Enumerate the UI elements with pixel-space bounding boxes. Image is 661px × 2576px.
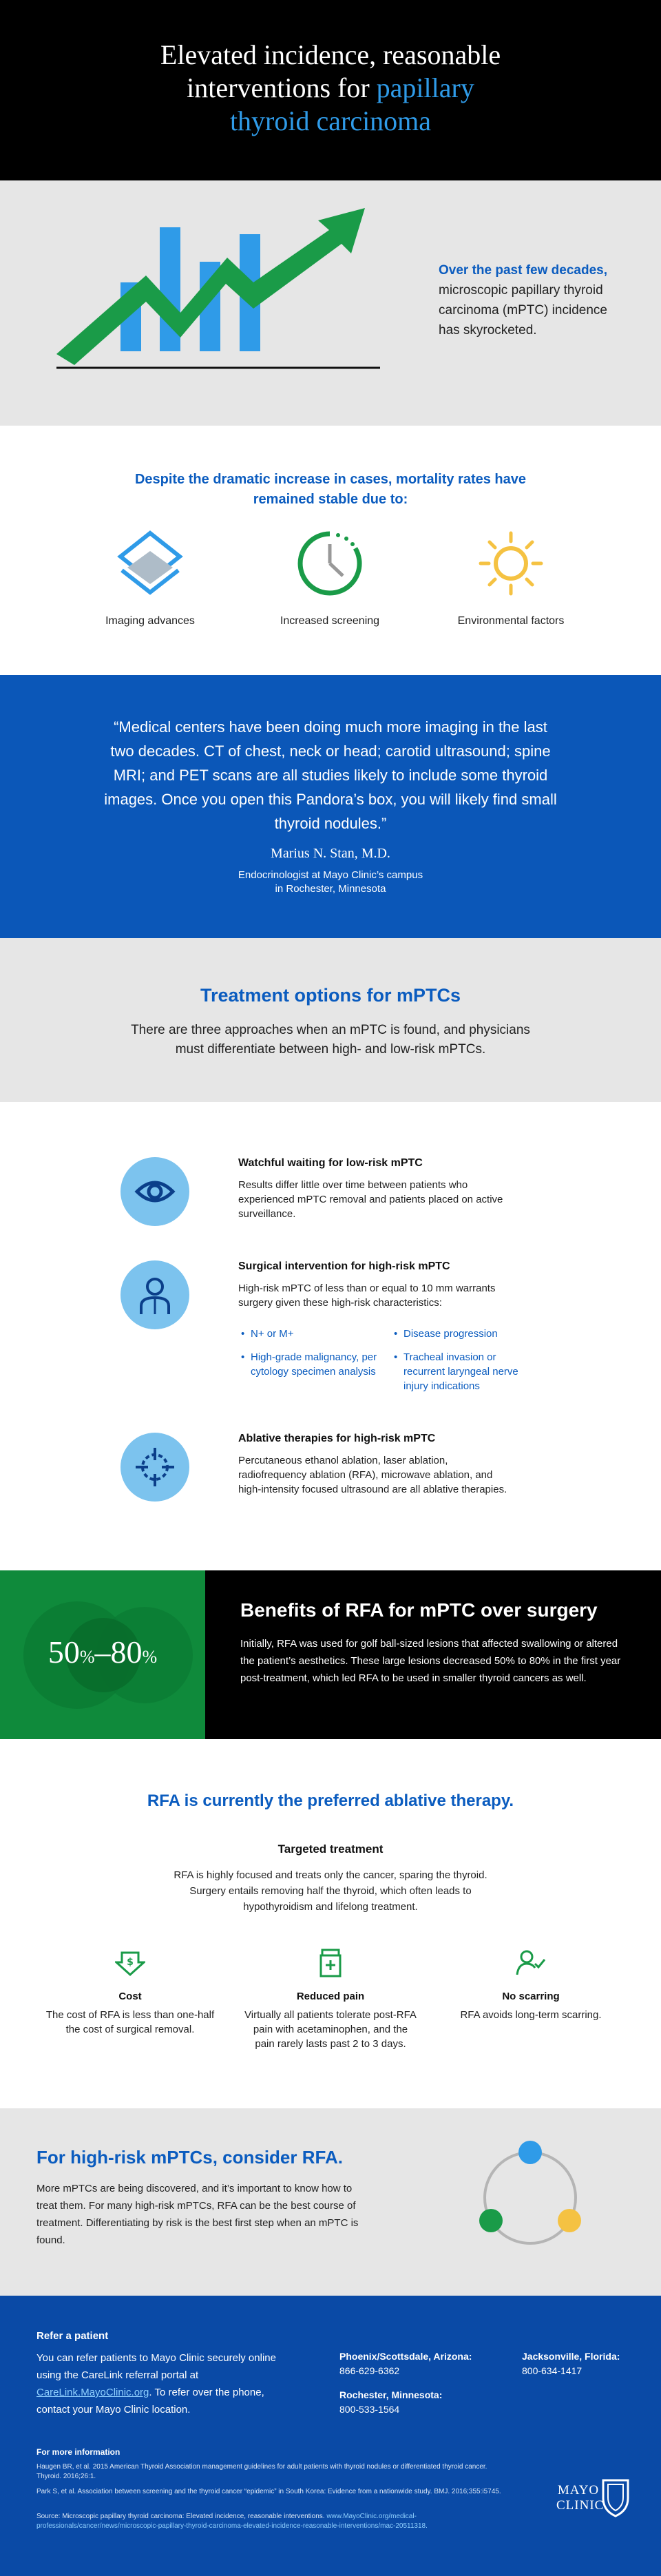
quote-author-role: Endocrinologist at Mayo Clinic’s campus (238, 869, 423, 881)
intro-text (439, 260, 631, 340)
reference-2: Park S, et al. Association between screening and the thyroid cancer “epidemic” in South Korea: Evidence from a nationwide study. BMJ. 2016;355:i5745. (36, 2488, 501, 2495)
source-reference (36, 2512, 505, 2531)
refer-heading: Refer a patient (36, 2330, 109, 2342)
benefit-body: Virtually all patients tolerate post-RFA pain with acetaminophen, and the pain rarely lasts past 2 to 3 days. (244, 2009, 417, 2050)
benefit-body: RFA avoids long-term scarring. (460, 2009, 602, 2021)
approach-surgical (120, 1260, 547, 1405)
refer-text-part: . To refer over the phone, contact your Mayo Clinic location. (36, 2387, 264, 2416)
factor-imaging (74, 529, 226, 627)
mortality-heading: Despite the dramatic increase in cases, mortality rates have remained stable due to: (134, 472, 527, 507)
characteristic-item: • Tracheal invasion or recurrent laryngeal nerve injury indications (394, 1350, 532, 1393)
benefit-no-scarring (445, 1947, 617, 2022)
more-info-heading: For more information (36, 2447, 120, 2457)
intro-body: microscopic papillary thyroid carcinoma (mPTC) incidence has skyrocketed. (439, 283, 607, 337)
contact-phone[interactable]: 800-634-1417 (522, 2365, 583, 2376)
treatment-options-text: There are three approaches when an mPTC is found, and physicians must differentiate between high- and low-risk mPTCs. (131, 1023, 530, 1057)
approach-body: Percutaneous ethanol ablation, laser ablation, radiofrequency ablation (RFA), microwave ablation, and high-intensity focused ultrasound are all ablative therapies. (238, 1455, 507, 1495)
mortality-section (0, 426, 661, 675)
cycle-graphic (461, 2129, 599, 2267)
benefits-heading: Benefits of RFA for mPTC over surgery (240, 1599, 598, 1621)
logo-text-line-2: CLINIC (556, 2498, 605, 2513)
intro-highlight: Over the past few decades, (439, 263, 607, 278)
benefits-section (0, 1570, 661, 1739)
eye-icon (120, 1157, 189, 1226)
consider-text: More mPTCs are being discovered, and it’s important to know how to treat them. For many high-risk mPTCs, RFA can be the best course of treatment. Differentiating by risk is the best first step when an mPTC is found. (36, 2183, 359, 2246)
factor-label: Increased screening (280, 615, 380, 627)
contact-minnesota (339, 2388, 442, 2417)
benefit-title: Reduced pain (296, 1991, 365, 2002)
reference-1: Haugen BR, et al. 2015 American Thyroid Association management guidelines for adult patients with thyroid nodules or differentiated thyroid cancer. Thyroid. 2016;26:1. (36, 2463, 487, 2480)
contact-florida (522, 2349, 620, 2378)
contact-city: Rochester, Minnesota: (339, 2389, 443, 2400)
contact-city: Jacksonville, Florida: (522, 2351, 620, 2362)
benefits-text: Initially, RFA was used for golf ball-sized lesions that affected swallowing or altered the patient’s aesthetics. These large lesions decreased 50% to 80% in the first year post-treatment, which led RFA to be used in smaller thyroid cancers as well. (240, 1638, 621, 1684)
approach-title: Watchful waiting for low-risk mPTC (238, 1157, 423, 1169)
stat-high: 80 (110, 1634, 143, 1670)
contact-arizona (339, 2349, 472, 2378)
footer (0, 2296, 661, 2576)
percent-sign: % (142, 1647, 158, 1667)
refer-text-part: You can refer patients to Mayo Clinic securely online using the CareLink referral portal at (36, 2352, 276, 2381)
stat-panel (0, 1570, 205, 1739)
carelink-link[interactable]: CareLink.MayoClinic.org (36, 2387, 149, 2398)
quote-section (0, 675, 661, 938)
rising-chart-illustration (0, 180, 386, 426)
characteristic-item: • High-grade malignancy, per cytology specimen analysis (241, 1350, 386, 1379)
approach-title: Surgical intervention for high-risk mPTC (238, 1260, 450, 1272)
approach-watchful-waiting (120, 1157, 547, 1240)
title-text: interventions for (187, 72, 377, 103)
svg-text:$: $ (127, 1957, 134, 1968)
approach-ablative (120, 1433, 547, 1536)
benefit-title: No scarring (502, 1991, 560, 2002)
stat-low: 50 (48, 1634, 80, 1670)
characteristic-item: • N+ or M+ (241, 1327, 379, 1341)
intro-section (0, 180, 661, 426)
approach-title: Ablative therapies for high-risk mPTC (238, 1433, 436, 1444)
contact-city: Phoenix/Scottsdale, Arizona: (339, 2351, 472, 2362)
rfa-heading: RFA is currently the preferred ablative therapy. (147, 1791, 514, 1810)
mayo-clinic-logo (556, 2466, 632, 2549)
benefit-body: The cost of RFA is less than one-half the cost of surgical removal. (45, 2009, 215, 2035)
approach-icon-circle (120, 1433, 189, 1502)
page-title-line-2 (0, 72, 661, 105)
consider-heading: For high-risk mPTCs, consider RFA. (36, 2147, 343, 2168)
benefit-reduced-pain (244, 1947, 417, 2051)
source-text: Source: Microscopic papillary thyroid carcinoma: Elevated incidence, reasonable interventions. (36, 2513, 327, 2520)
rfa-section (0, 1739, 661, 2108)
target-icon (120, 1433, 189, 1502)
approach-icon-circle (120, 1260, 189, 1329)
sun-icon (473, 529, 549, 598)
header (0, 0, 661, 180)
rfa-subheading: Targeted treatment (277, 1842, 384, 1856)
source-link[interactable]: www.MayoClinic.org/medical-professionals/cancer/news/microscopic-papillary-thyroid-carcinoma-elevated-incidence-reasonable-interventions/mac-20511318. (36, 2513, 428, 2530)
factor-environmental (435, 529, 587, 627)
factor-screening (254, 529, 406, 627)
title-highlight: papillary (376, 72, 474, 103)
rfa-text: RFA is highly focused and treats only the cancer, sparing the thyroid. Surgery entails removing half the thyroid, which often leads to hypothyroidism and lifelong treatment. (174, 1869, 487, 1913)
factor-label: Environmental factors (457, 615, 565, 627)
layers-icon (112, 529, 188, 598)
surgeon-icon (120, 1260, 189, 1329)
stat-range (0, 1634, 205, 1670)
consider-rfa-section (0, 2108, 661, 2296)
characteristic-item: • Disease progression (394, 1327, 532, 1341)
approach-icon-circle (120, 1157, 189, 1226)
refer-text (36, 2349, 298, 2418)
contact-phone[interactable]: 866-629-6362 (339, 2365, 400, 2376)
treatment-options-section (0, 938, 661, 1102)
quote-author: Marius N. Stan, M.D. (271, 846, 390, 861)
contact-phone[interactable]: 800-533-1564 (339, 2404, 400, 2415)
cost-icon (115, 1947, 145, 1977)
quote-author-location: in Rochester, Minnesota (275, 883, 386, 895)
shield-icon (600, 2478, 631, 2517)
factor-label: Imaging advances (105, 615, 195, 627)
page-title-line-3: thyroid carcinoma (229, 105, 432, 136)
benefit-title: Cost (118, 1991, 142, 2002)
approach-body: Results differ little over time between patients who experienced mPTC removal and patients placed on active surveillance. (238, 1179, 503, 1220)
clock-icon (292, 529, 368, 598)
stat-dash: – (94, 1634, 111, 1670)
benefit-cost (44, 1947, 216, 2037)
page-title-line-1: Elevated incidence, reasonable (160, 39, 501, 70)
approaches-section (0, 1102, 661, 1570)
quote-text: “Medical centers have been doing much more imaging in the last two decades. CT of chest, neck or head; carotid ultrasound; spine MRI; and PET scans are all studies likely to include some thyroid images. Once you open this Pandora’s box, you will likely find small thyroid nodules.” (104, 718, 557, 832)
logo-text-line-1: MAYO (557, 2483, 600, 2497)
percent-sign: % (79, 1647, 95, 1667)
person-check-icon (516, 1947, 546, 1977)
treatment-options-heading: Treatment options for mPTCs (200, 985, 461, 1006)
medicine-icon (315, 1947, 346, 1977)
approach-body: High-risk mPTC of less than or equal to 10 mm warrants surgery given these high-risk characteristics: (238, 1282, 496, 1309)
